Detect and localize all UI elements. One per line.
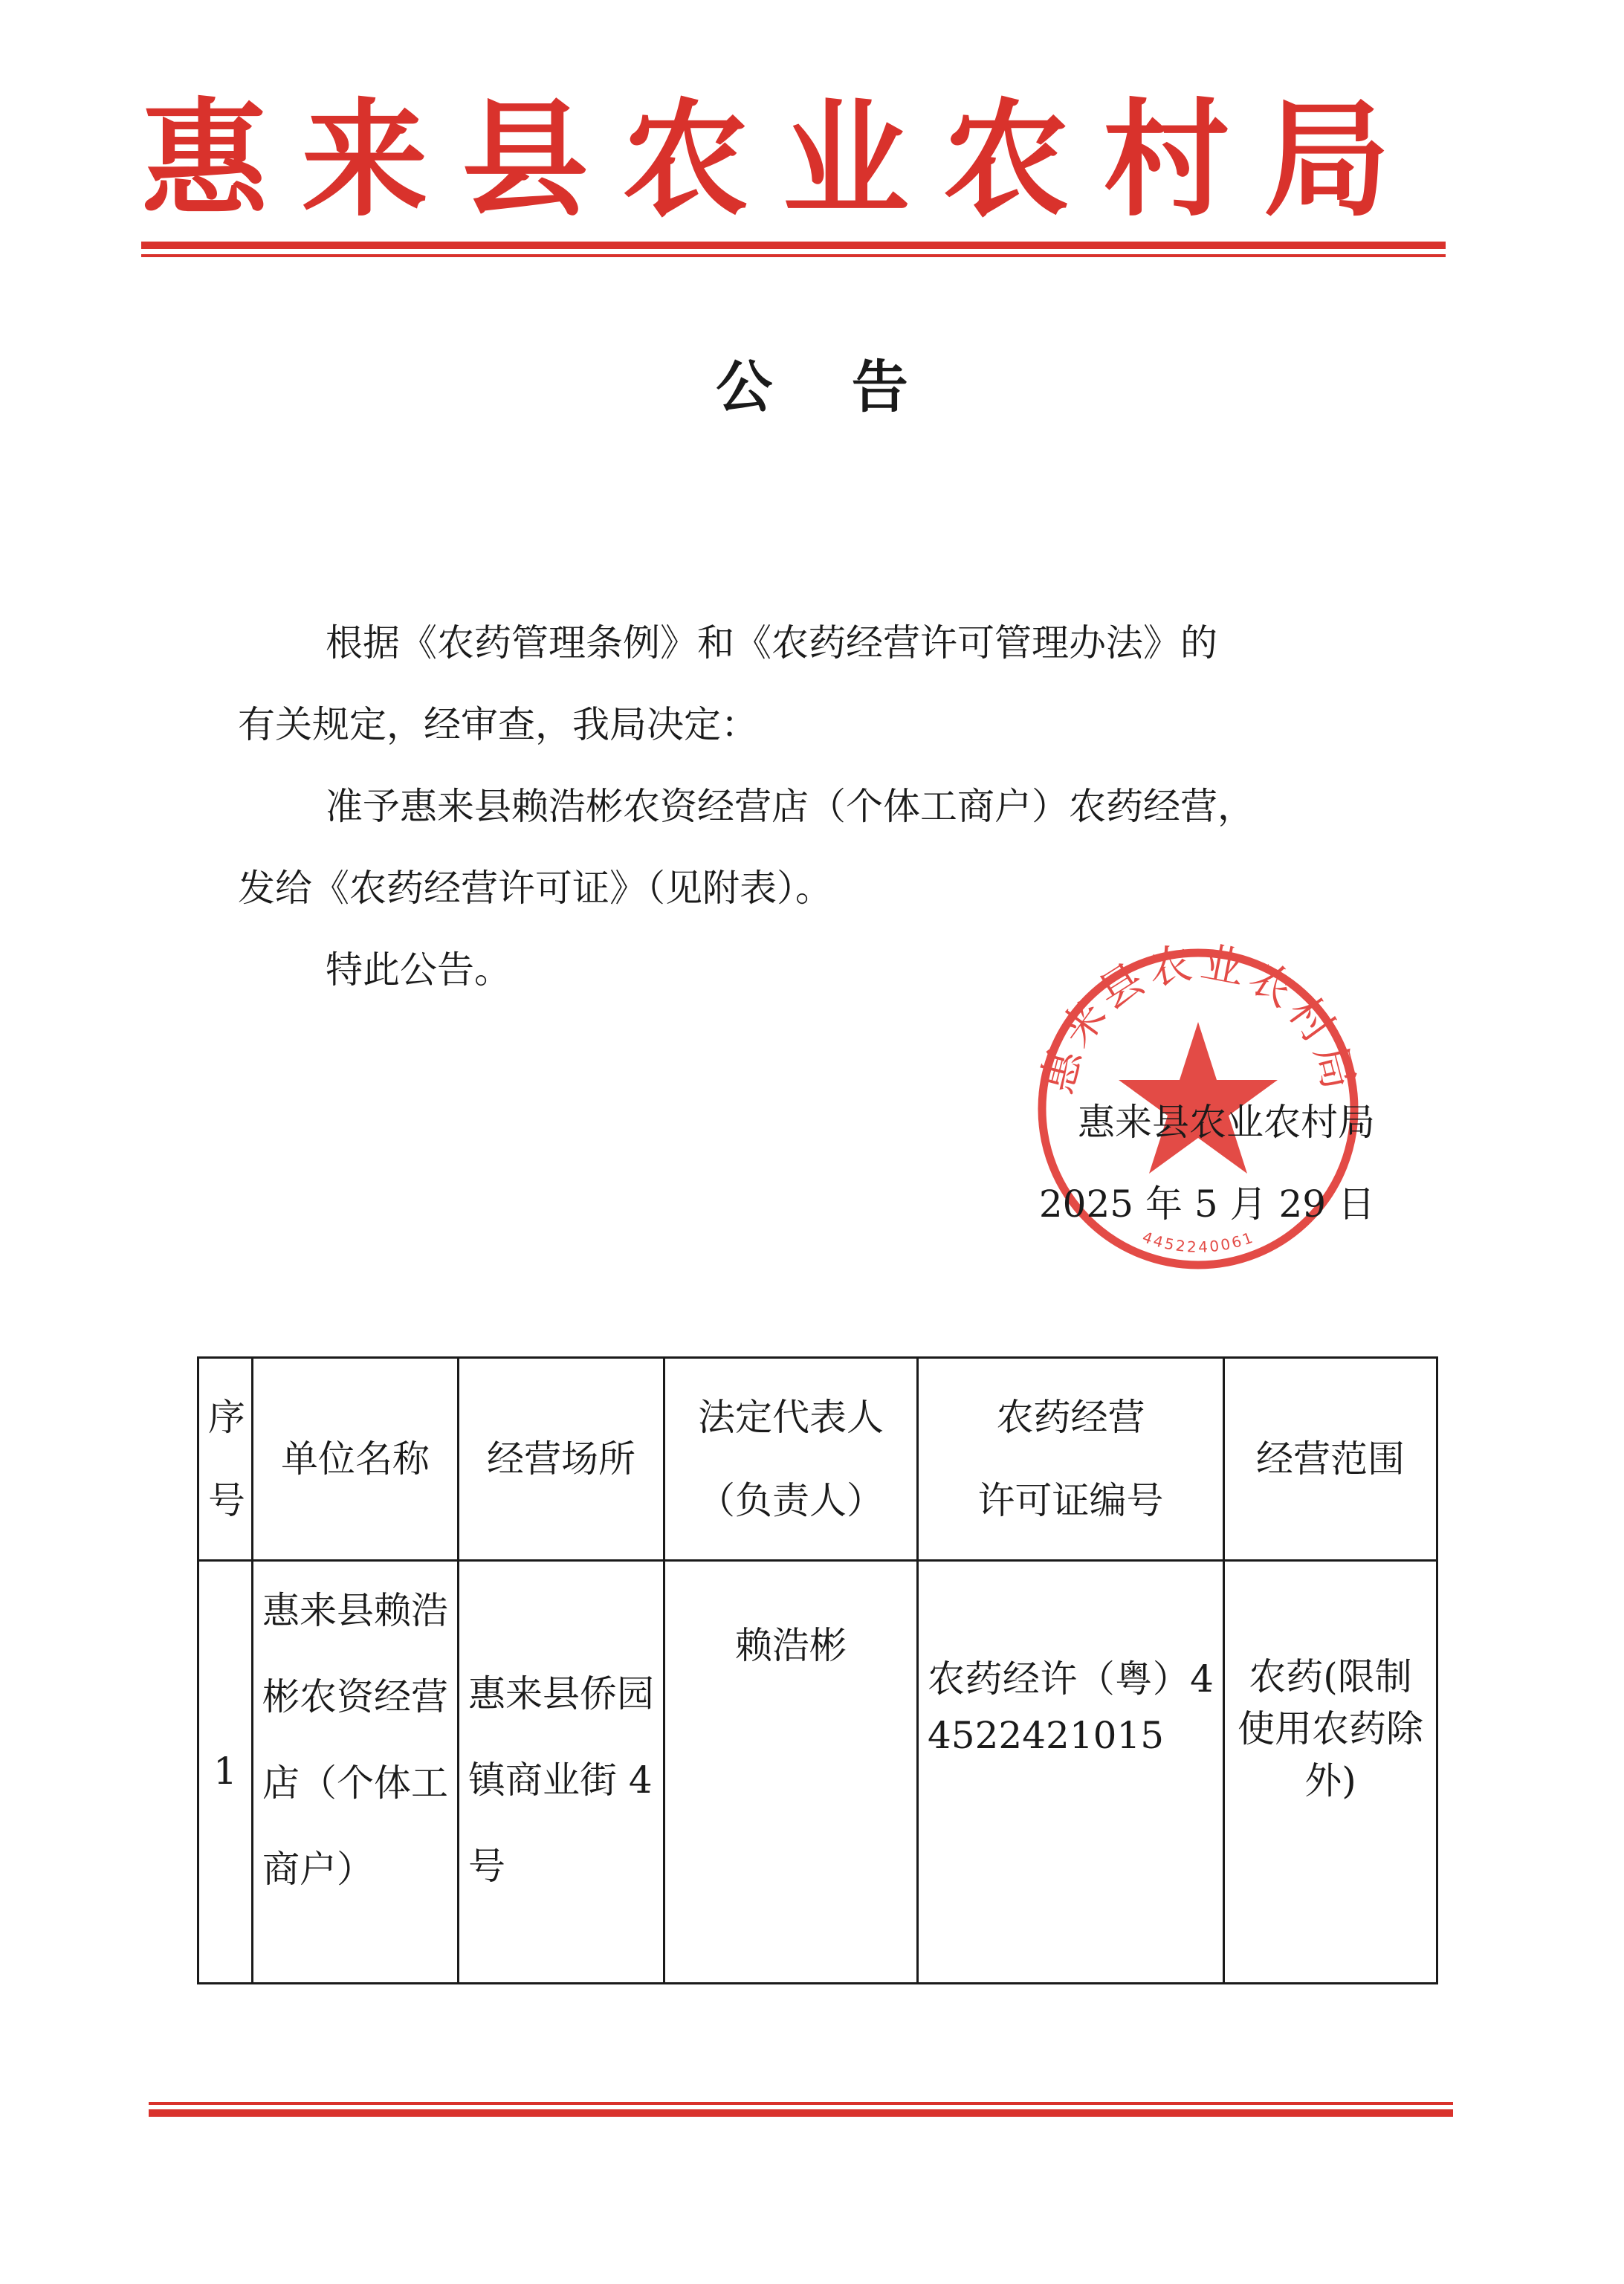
body-paragraph-1-line-1: 根据《农药管理条例》和《农药经营许可管理办法》的 — [326, 621, 1217, 664]
cell-name: 惠来县赖浩彬农资经营店（个体工商户） — [253, 1561, 459, 1984]
header-representative — [664, 1358, 918, 1561]
body-paragraph-2-line-2: 发给《农药经营许可证》（见附表）。 — [238, 867, 832, 910]
header-seq-top: 序 — [208, 1396, 245, 1439]
letterhead-char: 业 — [782, 85, 909, 234]
header-seq — [198, 1358, 253, 1561]
license-table — [197, 1356, 1438, 1984]
header-location: 经营场所 — [459, 1358, 664, 1561]
signature-date: 2025 年 5 月 29 日 — [1038, 1183, 1375, 1226]
table-row — [198, 1561, 1437, 1984]
letterhead-char: 局 — [1263, 85, 1390, 234]
letterhead-char: 农 — [942, 85, 1070, 234]
header-rep-line-1: 法定代表人 — [698, 1396, 884, 1439]
cell-representative: 赖浩彬 — [664, 1561, 918, 1984]
seal-serial: 4452240061 — [1139, 1227, 1258, 1256]
cell-location: 惠来县侨园镇商业街 4 号 — [459, 1561, 664, 1984]
body-paragraph-1-line-2: 有关规定，经审查，我局决定： — [238, 703, 758, 746]
letterhead-char: 县 — [462, 85, 589, 234]
cell-scope: 农药(限制使用农药除外) — [1224, 1561, 1437, 1984]
cell-license: 农药经许（粤）44522421015 — [918, 1561, 1224, 1984]
signature-org: 惠来县农业农村局 — [1078, 1101, 1375, 1144]
header-rep-line-2: （负责人） — [698, 1479, 884, 1522]
notice-title: 公 告 — [716, 354, 938, 420]
table-header-row — [198, 1358, 1437, 1561]
letterhead-char: 农 — [622, 85, 749, 234]
letterhead-char: 村 — [1103, 85, 1230, 234]
header-seq-bottom: 号 — [208, 1479, 245, 1522]
header-scope: 经营范围 — [1224, 1358, 1437, 1561]
cell-seq: 1 — [198, 1561, 253, 1984]
header-lic-line-2: 许可证编号 — [977, 1479, 1164, 1522]
letterhead-title — [141, 85, 1390, 234]
header-license — [918, 1358, 1224, 1561]
body-paragraph-2-line-1: 准予惠来县赖浩彬农资经营店（个体工商户）农药经营， — [326, 785, 1255, 828]
header-lic-line-1: 农药经营 — [996, 1396, 1145, 1439]
seal-star-icon — [1119, 1022, 1278, 1174]
header-rule-thick — [141, 242, 1446, 249]
seal-text: 惠来县农业农村局 — [1031, 940, 1366, 1099]
footer-rule-thick — [149, 2109, 1453, 2117]
letterhead-char: 来 — [301, 85, 428, 234]
body-paragraph-3: 特此公告。 — [326, 948, 511, 991]
header-rule-thin — [141, 254, 1446, 257]
header-name: 单位名称 — [253, 1358, 459, 1561]
footer-rule-thin — [149, 2102, 1453, 2105]
letterhead-char: 惠 — [141, 85, 268, 234]
